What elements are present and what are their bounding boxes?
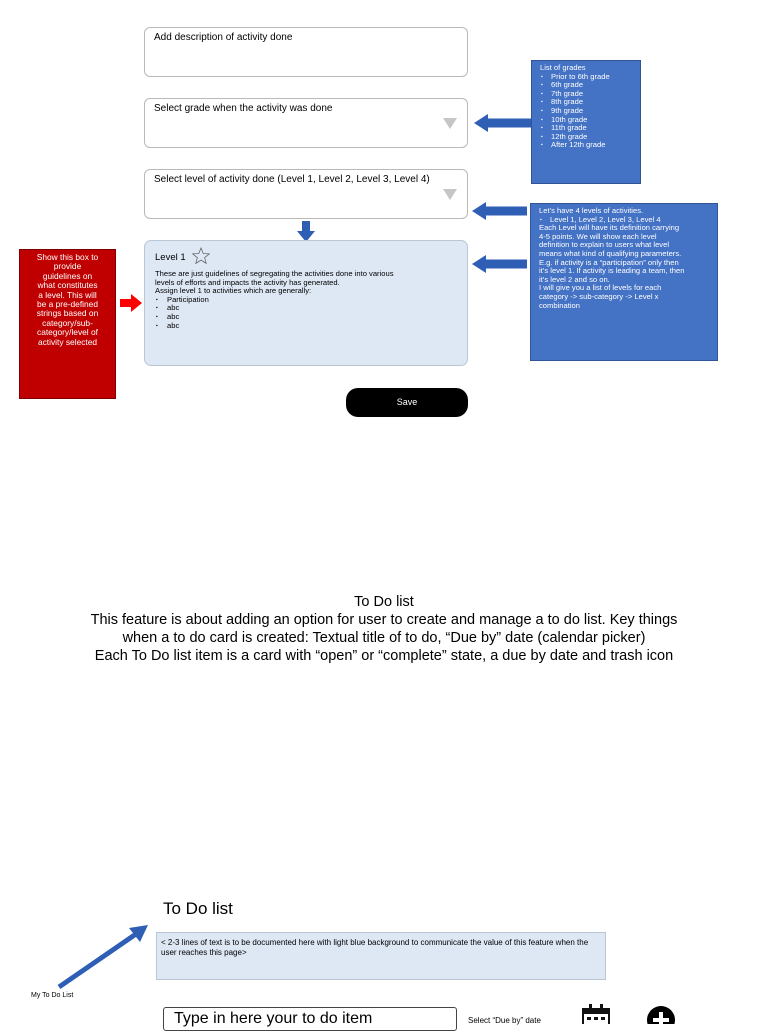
grade-placeholder: Select grade when the activity was done — [154, 103, 333, 114]
todo-input-placeholder: Type in here your to do item — [174, 1010, 373, 1027]
arrow-left-icon — [472, 201, 528, 221]
grades-annotation-note — [531, 60, 641, 184]
level-placeholder: Select level of activity done (Level 1, Level 2, Level 3, Level 4) — [154, 174, 430, 185]
guideline-list — [155, 296, 457, 330]
list-item: ▪ 6th grade — [551, 81, 632, 90]
list-item: ▪ 12th grade — [551, 133, 632, 142]
todo-info-text: < 2-3 lines of text is to be documented here with light blue background to communicate the value of this feature when the user reaches this page> — [161, 938, 589, 957]
levels-note-line: Each Level will have its definition carrying — [539, 223, 680, 233]
list-item: ▪ Participation — [167, 296, 457, 305]
list-item: ▪ After 12th grade — [551, 141, 632, 150]
todo-spec — [0, 593, 768, 665]
arrow-diagonal-icon — [56, 922, 152, 990]
note-line: be a pre-defined — [37, 299, 98, 310]
todo-spec-line: This feature is about adding an option for user to create and manage a to do list. Key things — [90, 612, 678, 628]
guideline-body-line: Assign level 1 to activities which are generally: — [155, 286, 312, 296]
list-item: ▪ abc — [167, 322, 457, 331]
levels-note-line: means what kind of qualifying parameters. — [539, 248, 682, 258]
chevron-down-icon — [443, 189, 457, 200]
star-icon[interactable] — [192, 247, 210, 264]
note-line: activity selected — [37, 336, 98, 347]
todo-spec-heading: To Do list — [354, 594, 414, 610]
guideline-title: Level 1 — [155, 252, 186, 263]
list-item: ▪ abc — [167, 313, 457, 322]
note-line: category/sub- — [42, 317, 93, 328]
list-item: ▪ 9th grade — [551, 107, 632, 116]
list-item: ▪ Prior to 6th grade — [551, 73, 632, 82]
list-item: ▪ 11th grade — [551, 124, 632, 133]
note-line: a level. This will — [38, 289, 97, 300]
list-item: ▪ 8th grade — [551, 98, 632, 107]
levels-note-line: E.g. if activity is a “participation” only then — [539, 257, 679, 267]
todo-page-title: To Do list — [163, 899, 233, 918]
guideline-body-line: These are just guidelines of segregating the activities done into various — [155, 269, 394, 278]
todo-spec-line: Each To Do list item is a card with “open” or “complete” state, a due by date and trash icon — [94, 648, 674, 664]
levels-note-line: Let’s have 4 levels of activities. — [539, 206, 644, 215]
due-by-label: Select “Due by” date — [468, 1016, 541, 1025]
note-line: Show this box to — [36, 252, 99, 262]
note-line: category/level of — [37, 327, 98, 338]
todo-info-banner — [156, 932, 606, 980]
levels-note-line: 4-5 points. We will show each level — [539, 231, 657, 241]
note-line: provide — [53, 261, 82, 272]
list-item: ▪ Level 1, Level 2, Level 3, Level 4 — [550, 216, 709, 225]
arrow-left-icon — [472, 254, 528, 274]
save-button[interactable]: Save — [346, 388, 468, 417]
my-todo-list-label: My To Do List — [31, 992, 74, 999]
levels-note-line: category -> sub-category -> Level x — [539, 291, 659, 301]
note-line: what constitutes — [37, 280, 98, 291]
calendar-icon[interactable] — [581, 1003, 611, 1024]
levels-note-line: combination — [539, 300, 580, 310]
list-item: ▪ 10th grade — [551, 116, 632, 125]
chevron-down-icon — [443, 118, 457, 129]
levels-note-line: I will give you a list of levels for each — [539, 283, 662, 293]
levels-note-line: definition to explain to users what level — [539, 240, 670, 250]
list-item: ▪ abc — [167, 304, 457, 313]
grade-select[interactable] — [144, 98, 468, 148]
add-item-icon[interactable] — [645, 1004, 677, 1024]
levels-note-line: it’s level 1. If activity is leading a team, then — [539, 266, 685, 276]
level-select[interactable] — [144, 169, 468, 219]
grades-note-title: List of grades — [540, 63, 586, 72]
levels-note-line: it’s level 2 and so on. — [539, 274, 610, 284]
description-placeholder: Add description of activity done — [154, 32, 293, 43]
levels-annotation-note — [530, 203, 718, 361]
list-item: ▪ 7th grade — [551, 90, 632, 99]
note-line: strings based on — [36, 308, 99, 319]
note-line: guidelines on — [42, 270, 93, 281]
todo-item-input[interactable] — [163, 1007, 457, 1031]
guideline-body-line: levels of efforts and impacts the activity has generated. — [155, 277, 340, 287]
description-input[interactable] — [144, 27, 468, 77]
arrow-left-icon — [474, 113, 532, 133]
todo-spec-line: when a to do card is created: Textual title of to do, “Due by” date (calendar picker) — [122, 630, 646, 646]
level-guideline-card — [144, 240, 468, 366]
arrow-right-icon — [120, 294, 142, 312]
guideline-annotation-note — [19, 249, 116, 399]
